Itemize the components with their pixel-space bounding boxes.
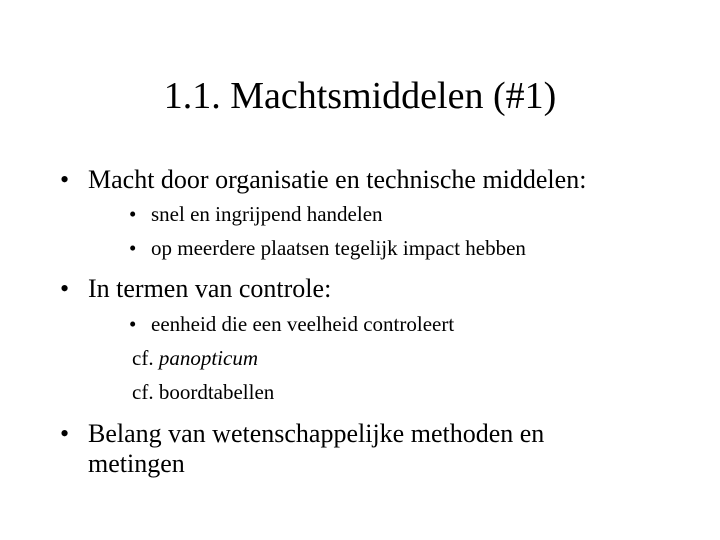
- bullet-icon: •: [60, 165, 70, 194]
- note-prefix: cf.: [132, 380, 159, 404]
- sub-bullet-item-1-1: [129, 202, 383, 227]
- sub-bullet-item-2-1: [129, 312, 455, 337]
- sub-bullet-item-1-1-text: snel en ingrijpend handelen: [151, 202, 383, 226]
- bullet-icon: •: [60, 274, 70, 303]
- bullet-item-3: [60, 419, 608, 479]
- note-text: boordtabellen: [158, 380, 275, 404]
- slide-title: 1.1. Machtsmiddelen (#1): [163, 75, 557, 117]
- sub-bullet-icon: •: [129, 236, 137, 260]
- note-line-panopticum: [132, 346, 258, 371]
- bullet-item-1-text: Macht door organisatie en technische middelen:: [88, 165, 587, 194]
- note-prefix: cf.: [132, 346, 159, 370]
- sub-bullet-item-2-1-text: eenheid die een veelheid controleert: [151, 312, 455, 336]
- sub-bullet-item-1-2: [129, 236, 526, 261]
- bullet-item-1: [60, 165, 587, 195]
- note-emphasis: panopticum: [158, 346, 258, 370]
- bullet-item-3-text: Belang van wetenschappelijke methoden en metingen: [88, 419, 545, 478]
- sub-bullet-item-1-2-text: op meerdere plaatsen tegelijk impact hebben: [151, 236, 526, 260]
- sub-bullet-icon: •: [129, 312, 137, 336]
- sub-bullet-icon: •: [129, 202, 137, 226]
- bullet-item-2: [60, 274, 332, 304]
- bullet-item-2-text: In termen van controle:: [88, 274, 332, 303]
- note-line-boordtabellen: [132, 380, 274, 405]
- bullet-icon: •: [60, 419, 70, 448]
